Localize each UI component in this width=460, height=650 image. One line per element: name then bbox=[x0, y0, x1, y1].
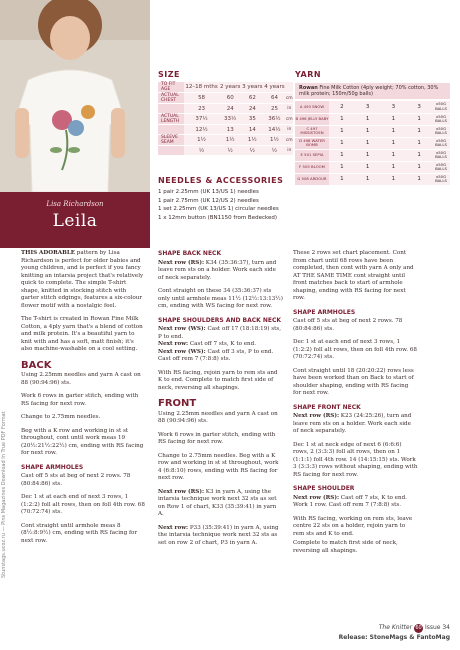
size-unit: cm bbox=[286, 93, 293, 104]
size-cell: ½ bbox=[241, 146, 263, 156]
size-cell: 14½ bbox=[263, 125, 285, 135]
yarn-quantity: 1 bbox=[406, 125, 432, 137]
instruction: Beg with a K row and working in st st throughout, cont until work meas 19 (20½:21½:22½) cm, ending with RS facing for next row. bbox=[21, 427, 144, 456]
size-heading: SIZE bbox=[158, 70, 181, 79]
size-cell: 25 bbox=[263, 104, 285, 114]
page-number-badge: 60 bbox=[415, 625, 422, 631]
size-cell: 58 bbox=[184, 93, 219, 104]
yarn-shade: E 501 SEPIA bbox=[295, 149, 329, 161]
yarn-row bbox=[295, 113, 450, 125]
instruction: Cont straight until armhole meas 8 (8½:8:9½) cm, ending with RS facing for next row. bbox=[21, 522, 138, 544]
yarn-quantity: 1 bbox=[355, 125, 381, 137]
size-cell: 13 bbox=[219, 125, 241, 135]
size-row bbox=[158, 104, 293, 114]
yarn-unit: x50G BALLS bbox=[432, 173, 450, 185]
instruction: With RS facing, rejoin yarn to rem sts and K to end. Complete to match first side of neck, reversing all shapings. bbox=[158, 369, 278, 391]
size-row-label bbox=[158, 146, 184, 156]
size-cell: 36½ bbox=[263, 114, 285, 125]
size-cell: 1½ bbox=[263, 135, 285, 146]
yarn-quantity: 1 bbox=[329, 149, 355, 161]
pattern-title-banner bbox=[0, 192, 150, 248]
designer-name: Lisa Richardson bbox=[46, 200, 104, 208]
shape-armholes-heading: SHAPE ARMHOLES bbox=[21, 463, 84, 471]
instruction: Using 2.25mm needles and yarn A cast on 88 (90:94:96) sts. bbox=[158, 410, 278, 424]
yarn-quantity: 2 bbox=[329, 101, 355, 113]
size-unit: in bbox=[286, 104, 293, 114]
yarn-shade: B 496 JELLY BABY bbox=[295, 113, 329, 125]
yarn-quantity: 1 bbox=[381, 173, 407, 185]
pattern-name: Leila bbox=[52, 211, 98, 231]
yarn-quantity: 1 bbox=[329, 161, 355, 173]
yarn-shade: G 508 ARDOUR bbox=[295, 173, 329, 185]
size-cell: 14 bbox=[241, 125, 263, 135]
size-unit bbox=[286, 82, 293, 93]
size-cell: ½ bbox=[219, 146, 241, 156]
needle-item: 1 pair 2.25mm (UK 13/US 1) needles bbox=[158, 189, 259, 195]
yarn-quantity: 1 bbox=[355, 173, 381, 185]
yarn-quantity: 3 bbox=[406, 101, 432, 113]
yarn-unit: x50G BALLS bbox=[432, 149, 450, 161]
shape-front-neck-heading: SHAPE FRONT NECK bbox=[293, 403, 361, 411]
yarn-quantity: 1 bbox=[406, 113, 432, 125]
instruction: Cast off 5 sts at beg of next 2 rows. 78 (80:84:86) sts. bbox=[293, 318, 403, 332]
instruction: Using 2.25mm needles and yarn A cast on 88 (90:94:96) sts. bbox=[21, 372, 141, 386]
size-cell: 2 years bbox=[219, 82, 241, 93]
shape-shoulder-heading: SHAPE SHOULDER bbox=[293, 485, 355, 492]
instruction: Dec 1 st at each end of next 3 rows, 1 (1:2:2) foll alt rows, then on foll 4th row. 68 (70:72:74) sts. bbox=[293, 339, 417, 360]
yarn-quantity: 1 bbox=[329, 137, 355, 149]
yarn-row bbox=[295, 161, 450, 173]
instruction: Work 6 rows in garter stitch, ending with RS facing for next row. bbox=[21, 393, 139, 407]
instruction: Next row (WS): Cast off 3 sts, P to end. Cast off rem 7 (7:8:8) sts. bbox=[158, 348, 274, 362]
shape-back-neck-heading: SHAPE BACK NECK bbox=[158, 250, 222, 257]
size-row bbox=[158, 114, 293, 125]
instruction: Next row (RS): K23 (24:25:26), turn and leave rem sts on a holder. Work each side of neck separately. bbox=[293, 413, 412, 434]
yarn-heading: YARN bbox=[295, 70, 322, 79]
size-unit: in bbox=[286, 146, 293, 156]
yarn-quantity: 3 bbox=[355, 101, 381, 113]
yarn-quantity: 1 bbox=[406, 137, 432, 149]
size-cell: 23 bbox=[184, 104, 219, 114]
size-cell: 64 bbox=[263, 93, 285, 104]
instruction: Dec 1 st at each end of next 3 rows, 1 (1:2:2) foll alt rows, then on foll 4th row. 68 (70:72:74) sts. bbox=[21, 494, 145, 515]
intro-paragraph-2: The T-shirt is created in Rowan Fine Milk Cotton, a 4ply yarn that's a blend of cotton and milk protein. It's a beautiful yarn to knit with and has a soft, matt finish; it's also machine-washable on a cool setting. bbox=[21, 316, 143, 352]
instruction: Change to 2.75mm needles. bbox=[21, 414, 101, 420]
shape-shoulders-heading: SHAPE SHOULDERS AND BACK NECK bbox=[158, 316, 282, 324]
yarn-quantity: 1 bbox=[329, 125, 355, 137]
yarn-row bbox=[295, 137, 450, 149]
issue-line: The Knitter 60 Issue 34 bbox=[378, 624, 450, 631]
instruction: Change to 2.75mm needles. Beg with a K row and working in st st throughout, work 4 (6:8:10) rows, ending with RS facing for next row. bbox=[158, 452, 279, 481]
size-cell: 1½ bbox=[219, 135, 241, 146]
size-unit: in bbox=[286, 125, 293, 135]
size-cell: 62 bbox=[241, 93, 263, 104]
size-cell: 3 years bbox=[241, 82, 263, 93]
instruction: Next row (WS): Cast off 17 (18:18:19) sts, P to end. bbox=[158, 326, 282, 340]
needles-list bbox=[158, 188, 298, 222]
size-cell: 12½ bbox=[184, 125, 219, 135]
size-cell: 24 bbox=[241, 104, 263, 114]
yarn-quantity: 1 bbox=[406, 173, 432, 185]
yarn-quantity: 1 bbox=[381, 161, 407, 173]
size-row-label bbox=[158, 125, 184, 135]
size-cell: 37½ bbox=[184, 114, 219, 125]
yarn-quantity: 1 bbox=[381, 113, 407, 125]
instruction: Next row: P33 (35:39:41) in yarn A, using the intarsia technique work next 32 sts as set on row 2 of chart, P3 in yarn A. bbox=[158, 524, 279, 546]
instruction: Complete to match first side of neck, reversing all shapings. bbox=[293, 540, 398, 554]
yarn-quantity: 1 bbox=[406, 149, 432, 161]
size-row-label bbox=[158, 104, 184, 114]
yarn-quantity: 1 bbox=[406, 161, 432, 173]
size-row-label: SLEEVE SEAM bbox=[158, 135, 184, 146]
hero-photo bbox=[0, 0, 150, 192]
yarn-shade: A 493 SNOW bbox=[295, 101, 329, 113]
yarn-quantity: 1 bbox=[381, 125, 407, 137]
yarn-row bbox=[295, 101, 450, 113]
shape-armholes-heading: SHAPE ARMHOLES bbox=[293, 308, 356, 316]
size-cell: 1½ bbox=[184, 135, 219, 146]
yarn-quantity: 1 bbox=[329, 173, 355, 185]
size-cell: 12–18 mths bbox=[184, 82, 219, 93]
size-row-label: ACTUAL CHEST bbox=[158, 93, 184, 104]
instruction: Next row (RS): K34 (35:36:37), turn and leave rem sts on a holder. Work each side of neck separately. bbox=[158, 259, 277, 281]
yarn-quantity: 3 bbox=[381, 101, 407, 113]
yarn-unit: x50G BALLS bbox=[432, 161, 450, 173]
size-unit: cm bbox=[286, 114, 293, 125]
column-3 bbox=[293, 250, 418, 561]
needles-section bbox=[158, 176, 298, 222]
release-credit: Release: StoneMags & FantoMag bbox=[338, 634, 450, 641]
column-1 bbox=[21, 250, 145, 551]
yarn-description: Rowan Fine Milk Cotton (4ply weight; 70% cotton, 30% milk protein; 150m/50g balls) bbox=[295, 83, 450, 99]
column-2 bbox=[158, 250, 283, 553]
needle-item: 1 x 12mm button (BN1150 from Bedecked) bbox=[158, 214, 277, 221]
back-heading: BACK bbox=[21, 359, 52, 371]
yarn-unit: x50G BALLS bbox=[432, 113, 450, 125]
instruction: Next row (RS): K3 in yarn A, using the intarsia technique work next 32 sts as set on Row 1 of chart, K33 (35:39:41) in yarn A. bbox=[158, 488, 277, 517]
yarn-quantity: 1 bbox=[355, 161, 381, 173]
child-tshirt-photo bbox=[0, 0, 150, 192]
instruction: Cast off 5 sts at beg of next 2 rows. 78 (80:84:86) sts. bbox=[21, 473, 131, 487]
yarn-shade: D 498 WATER BOMB bbox=[295, 137, 329, 149]
instruction: These 2 rows set chart placement. Cont from chart until 68 rows have been completed, then cont with yarn A only and AT THE SAME TIME cont straight until front matches back to start of armhole shaping, ending with RS facing for next row. bbox=[293, 250, 414, 301]
yarn-quantity: 1 bbox=[355, 113, 381, 125]
size-table bbox=[158, 82, 293, 156]
instruction: Work 6 rows in garter stitch, ending with RS facing for next row. bbox=[158, 431, 276, 445]
size-cell: 4 years bbox=[263, 82, 285, 93]
size-cell: ½ bbox=[184, 146, 219, 156]
size-row bbox=[158, 135, 293, 146]
needle-item: 1 set 2.25mm (UK 13/US 1) circular needles bbox=[158, 206, 279, 212]
size-cell: ½ bbox=[263, 146, 285, 156]
yarn-shade: C 497 MISSISTOEN bbox=[295, 125, 329, 137]
yarn-unit: x50G BALLS bbox=[432, 137, 450, 149]
yarn-row bbox=[295, 125, 450, 137]
yarn-quantity: 1 bbox=[329, 113, 355, 125]
instruction: With RS facing, working on rem sts, leave centre 22 sts on a holder, rejoin yarn to rem sts and K to end. bbox=[293, 515, 413, 537]
yarn-quantity: 1 bbox=[355, 137, 381, 149]
page-footer bbox=[190, 624, 450, 641]
yarn-quantity: 1 bbox=[381, 149, 407, 161]
instruction: Dec 1 st at neck edge of next 6 (6:6:6) rows, 2 (3:3:3) foll alt rows, then on 1 (1:1:1) foll 4th row. 14 (14:15:15) sts. Work 3 (3:3:3) rows without shaping, ending with RS facing for next row. bbox=[293, 441, 418, 478]
yarn-table bbox=[295, 101, 450, 186]
size-cell: 1½ bbox=[241, 135, 263, 146]
yarn-unit: x50G BALLS bbox=[432, 101, 450, 113]
size-row bbox=[158, 125, 293, 135]
size-row-label: ACTUAL LENGTH bbox=[158, 114, 184, 125]
size-cell: 33½ bbox=[219, 114, 241, 125]
size-row-label: TO FIT AGE bbox=[158, 82, 184, 93]
size-cell: 35 bbox=[241, 114, 263, 125]
size-row bbox=[158, 82, 293, 93]
size-cell: 24 bbox=[219, 104, 241, 114]
size-unit: cm bbox=[286, 135, 293, 146]
yarn-row bbox=[295, 173, 450, 185]
size-row bbox=[158, 93, 293, 104]
size-cell: 60 bbox=[219, 93, 241, 104]
needles-heading: NEEDLES & ACCESSORIES bbox=[158, 176, 284, 185]
needle-item: 1 pair 2.75mm (UK 12/US 2) needles bbox=[158, 197, 259, 204]
instruction: Cont straight on these 34 (35:36:37) sts only until armhole meas 11½ (12½:13:13½) cm, ending with WS facing for next row. bbox=[158, 288, 283, 309]
yarn-unit: x50G BALLS bbox=[432, 125, 450, 137]
yarn-shade: F 505 BLOOM bbox=[295, 161, 329, 173]
yarn-quantity: 1 bbox=[355, 149, 381, 161]
instruction: Next row (RS): Cast off 7 sts, K to end. Work 1 row. Cast off rem 7 (7:8:8) sts. bbox=[293, 494, 407, 508]
instruction: Next row: Cast off 7 sts, K to end. bbox=[158, 341, 257, 347]
yarn-quantity: 1 bbox=[381, 137, 407, 149]
instruction: Cont straight until 18 (20:20:22) rows less have been worked than on Back to start of shoulder shaping, ending with RS facing for next row. bbox=[293, 367, 414, 396]
side-credit: Stunstags.ucoz.ru — Pins Magazines Download In True PDF Format bbox=[1, 411, 7, 579]
front-heading: FRONT bbox=[158, 398, 197, 409]
size-row bbox=[158, 146, 293, 156]
yarn-row bbox=[295, 149, 450, 161]
intro-paragraph: THIS ADORABLE pattern by Lisa Richardson is perfect for older babies and young children, and is perfect if you fancy knitting an intarsia project that's relatively quick to complete. The simple T-shirt shape, knitted in stocking stitch with garter stitch edgings, features a six-colour flower motif with a nostalgic feel. bbox=[21, 250, 144, 309]
